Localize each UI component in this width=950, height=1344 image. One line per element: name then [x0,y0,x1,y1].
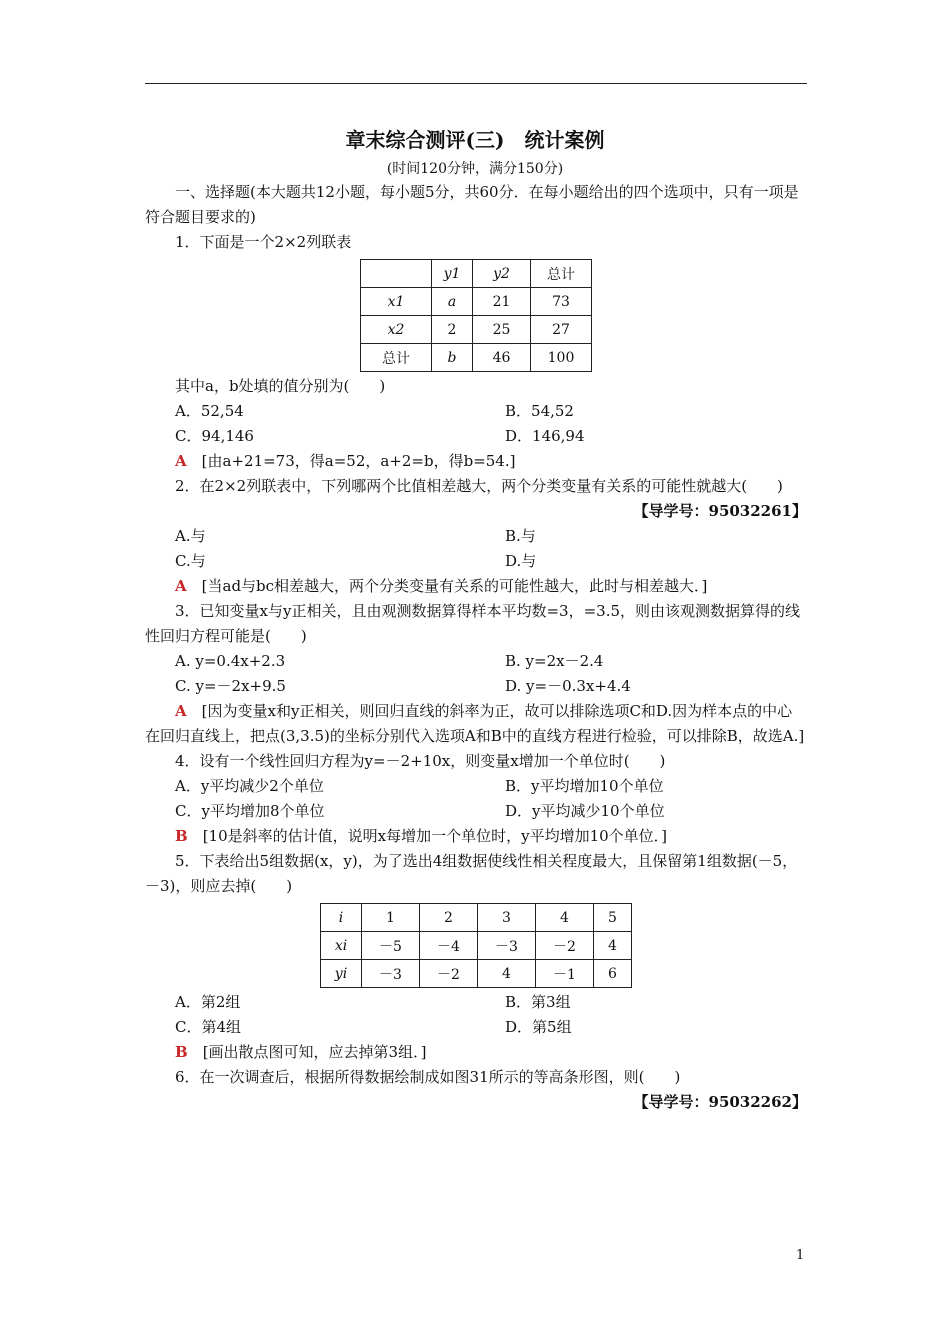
answer-letter: B [175,827,188,845]
q1-options-row2 [145,424,807,449]
q1-options-row1 [145,399,807,424]
q5-solution [145,1040,807,1065]
table-cell: 总计 [361,344,432,372]
table-cell: 46 [473,344,531,372]
guide-number: 【导学号：95032262】 [633,1093,807,1111]
q1-table [360,259,592,372]
explanation: [10是斜率的估计值，说明x每增加一个单位时，y平均增加10个单位．] [202,827,668,845]
option: A.与 [175,527,206,545]
table-cell: 5 [594,904,632,932]
table-cell: 总计 [531,260,592,288]
option: D．第5组 [505,1018,572,1036]
table-cell: x2 [361,316,432,344]
guide-number: 【导学号：95032261】 [633,502,807,520]
table-cell: 4 [478,960,536,988]
q4-solution [145,824,807,849]
table-cell: x1 [361,288,432,316]
table-cell: y2 [473,260,531,288]
table-row [361,344,592,372]
explanation: [当ad与bc相差越大，两个分类变量有关系的可能性越大，此时与相差越大．] [201,577,708,595]
table-cell: 2 [420,904,478,932]
q1-solution [145,449,807,474]
option: B.与 [505,527,536,545]
table-cell: －2 [536,932,594,960]
option: D.与 [505,552,537,570]
table-cell: 3 [478,904,536,932]
q3-solution [145,699,807,749]
answer-letter: A [175,702,187,720]
q5-options-row2 [145,1015,807,1040]
q4-stem: 4．设有一个线性回归方程为y=－2+10x，则变量x增加一个单位时( ) [175,752,666,770]
table-cell: 27 [531,316,592,344]
table-cell: 6 [594,960,632,988]
option: B．54,52 [505,402,574,420]
q2-stem: 2．在2×2列联表中，下列哪两个比值相差越大，两个分类变量有关系的可能性就越大( ) [175,477,783,495]
answer-letter: A [175,452,187,470]
table-cell: －4 [420,932,478,960]
option: A．52,54 [175,402,244,420]
option: D．146,94 [505,427,585,445]
answer-letter: B [175,1043,188,1061]
q1-after: 其中a，b处填的值分别为( ) [175,377,386,395]
option: C．第4组 [175,1018,242,1036]
q4-options-row2 [145,799,807,824]
table-row [361,288,592,316]
document-body [145,180,807,1115]
page-subtitle: (时间120分钟，满分150分) [386,161,564,177]
table-cell: 25 [473,316,531,344]
page-title: 章末综合测评(三) 统计案例 [345,128,605,152]
q3-options-row2 [145,674,807,699]
option: B．y平均增加10个单位 [505,777,664,795]
table-cell: 21 [473,288,531,316]
option: C．y平均增加8个单位 [175,802,325,820]
table-cell: 1 [362,904,420,932]
q4-options-row1 [145,774,807,799]
q6-stem: 6．在一次调查后，根据所得数据绘制成如图31所示的等高条形图，则( ) [175,1068,681,1086]
explanation: [因为变量x和y正相关，则回归直线的斜率为正，故可以排除选项C和D.因为样本点的中心在回归直线上，把点(3,3.5)的坐标分别代入选项A和B中的直线方程进行检验，可以排除B，故选A.] [145,702,805,745]
table-row [361,316,592,344]
table-cell: 4 [536,904,594,932]
table-cell: 2 [432,316,473,344]
option: B．第3组 [505,993,571,1011]
option: D. y=－0.3x+4.4 [505,677,631,695]
table-row [321,932,632,960]
table-cell: －3 [478,932,536,960]
option: C.与 [175,552,206,570]
table-cell: y1 [432,260,473,288]
table-row [321,904,632,932]
q5-options-row1 [145,990,807,1015]
option: C．94,146 [175,427,254,445]
table-cell: a [432,288,473,316]
table-cell: －3 [362,960,420,988]
option: A. y=0.4x+2.3 [175,652,286,670]
table-cell: 100 [531,344,592,372]
q5-stem: 5．下表给出5组数据(x，y)，为了选出4组数据使线性相关程度最大，且保留第1组数据(－5，－3)，则应去掉( ) [145,852,798,895]
page-number: 1 [796,1248,805,1263]
q1-stem: 1．下面是一个2×2列联表 [175,233,352,251]
option: A．第2组 [175,993,241,1011]
option: C. y=－2x+9.5 [175,677,286,695]
q3-options-row1 [145,649,807,674]
section-heading: 一、选择题(本大题共12小题，每小题5分，共60分．在每小题给出的四个选项中，只有一项是符合题目要求的) [145,183,799,226]
q5-table [320,903,632,988]
option: A．y平均减少2个单位 [175,777,324,795]
header-rule [145,83,807,84]
table-cell: －2 [420,960,478,988]
q3-stem: 3．已知变量x与y正相关，且由观测数据算得样本平均数=3，=3.5，则由该观测数据算得的线性回归方程可能是( ) [145,602,801,645]
q2-options-row1 [145,524,807,549]
table-cell: －1 [536,960,594,988]
table-cell: xi [321,932,362,960]
option: B. y=2x－2.4 [505,652,604,670]
table-cell: 73 [531,288,592,316]
table-row [361,260,592,288]
table-cell: i [321,904,362,932]
q2-solution [145,574,807,599]
table-cell: －5 [362,932,420,960]
q2-options-row2 [145,549,807,574]
option: D．y平均减少10个单位 [505,802,665,820]
explanation: [画出散点图可知，应去掉第3组．] [202,1043,427,1061]
table-cell: b [432,344,473,372]
explanation: [由a+21=73，得a=52，a+2=b，得b=54.] [201,452,516,470]
table-cell [361,260,432,288]
table-row [321,960,632,988]
answer-letter: A [175,577,187,595]
table-cell: yi [321,960,362,988]
table-cell: 4 [594,932,632,960]
